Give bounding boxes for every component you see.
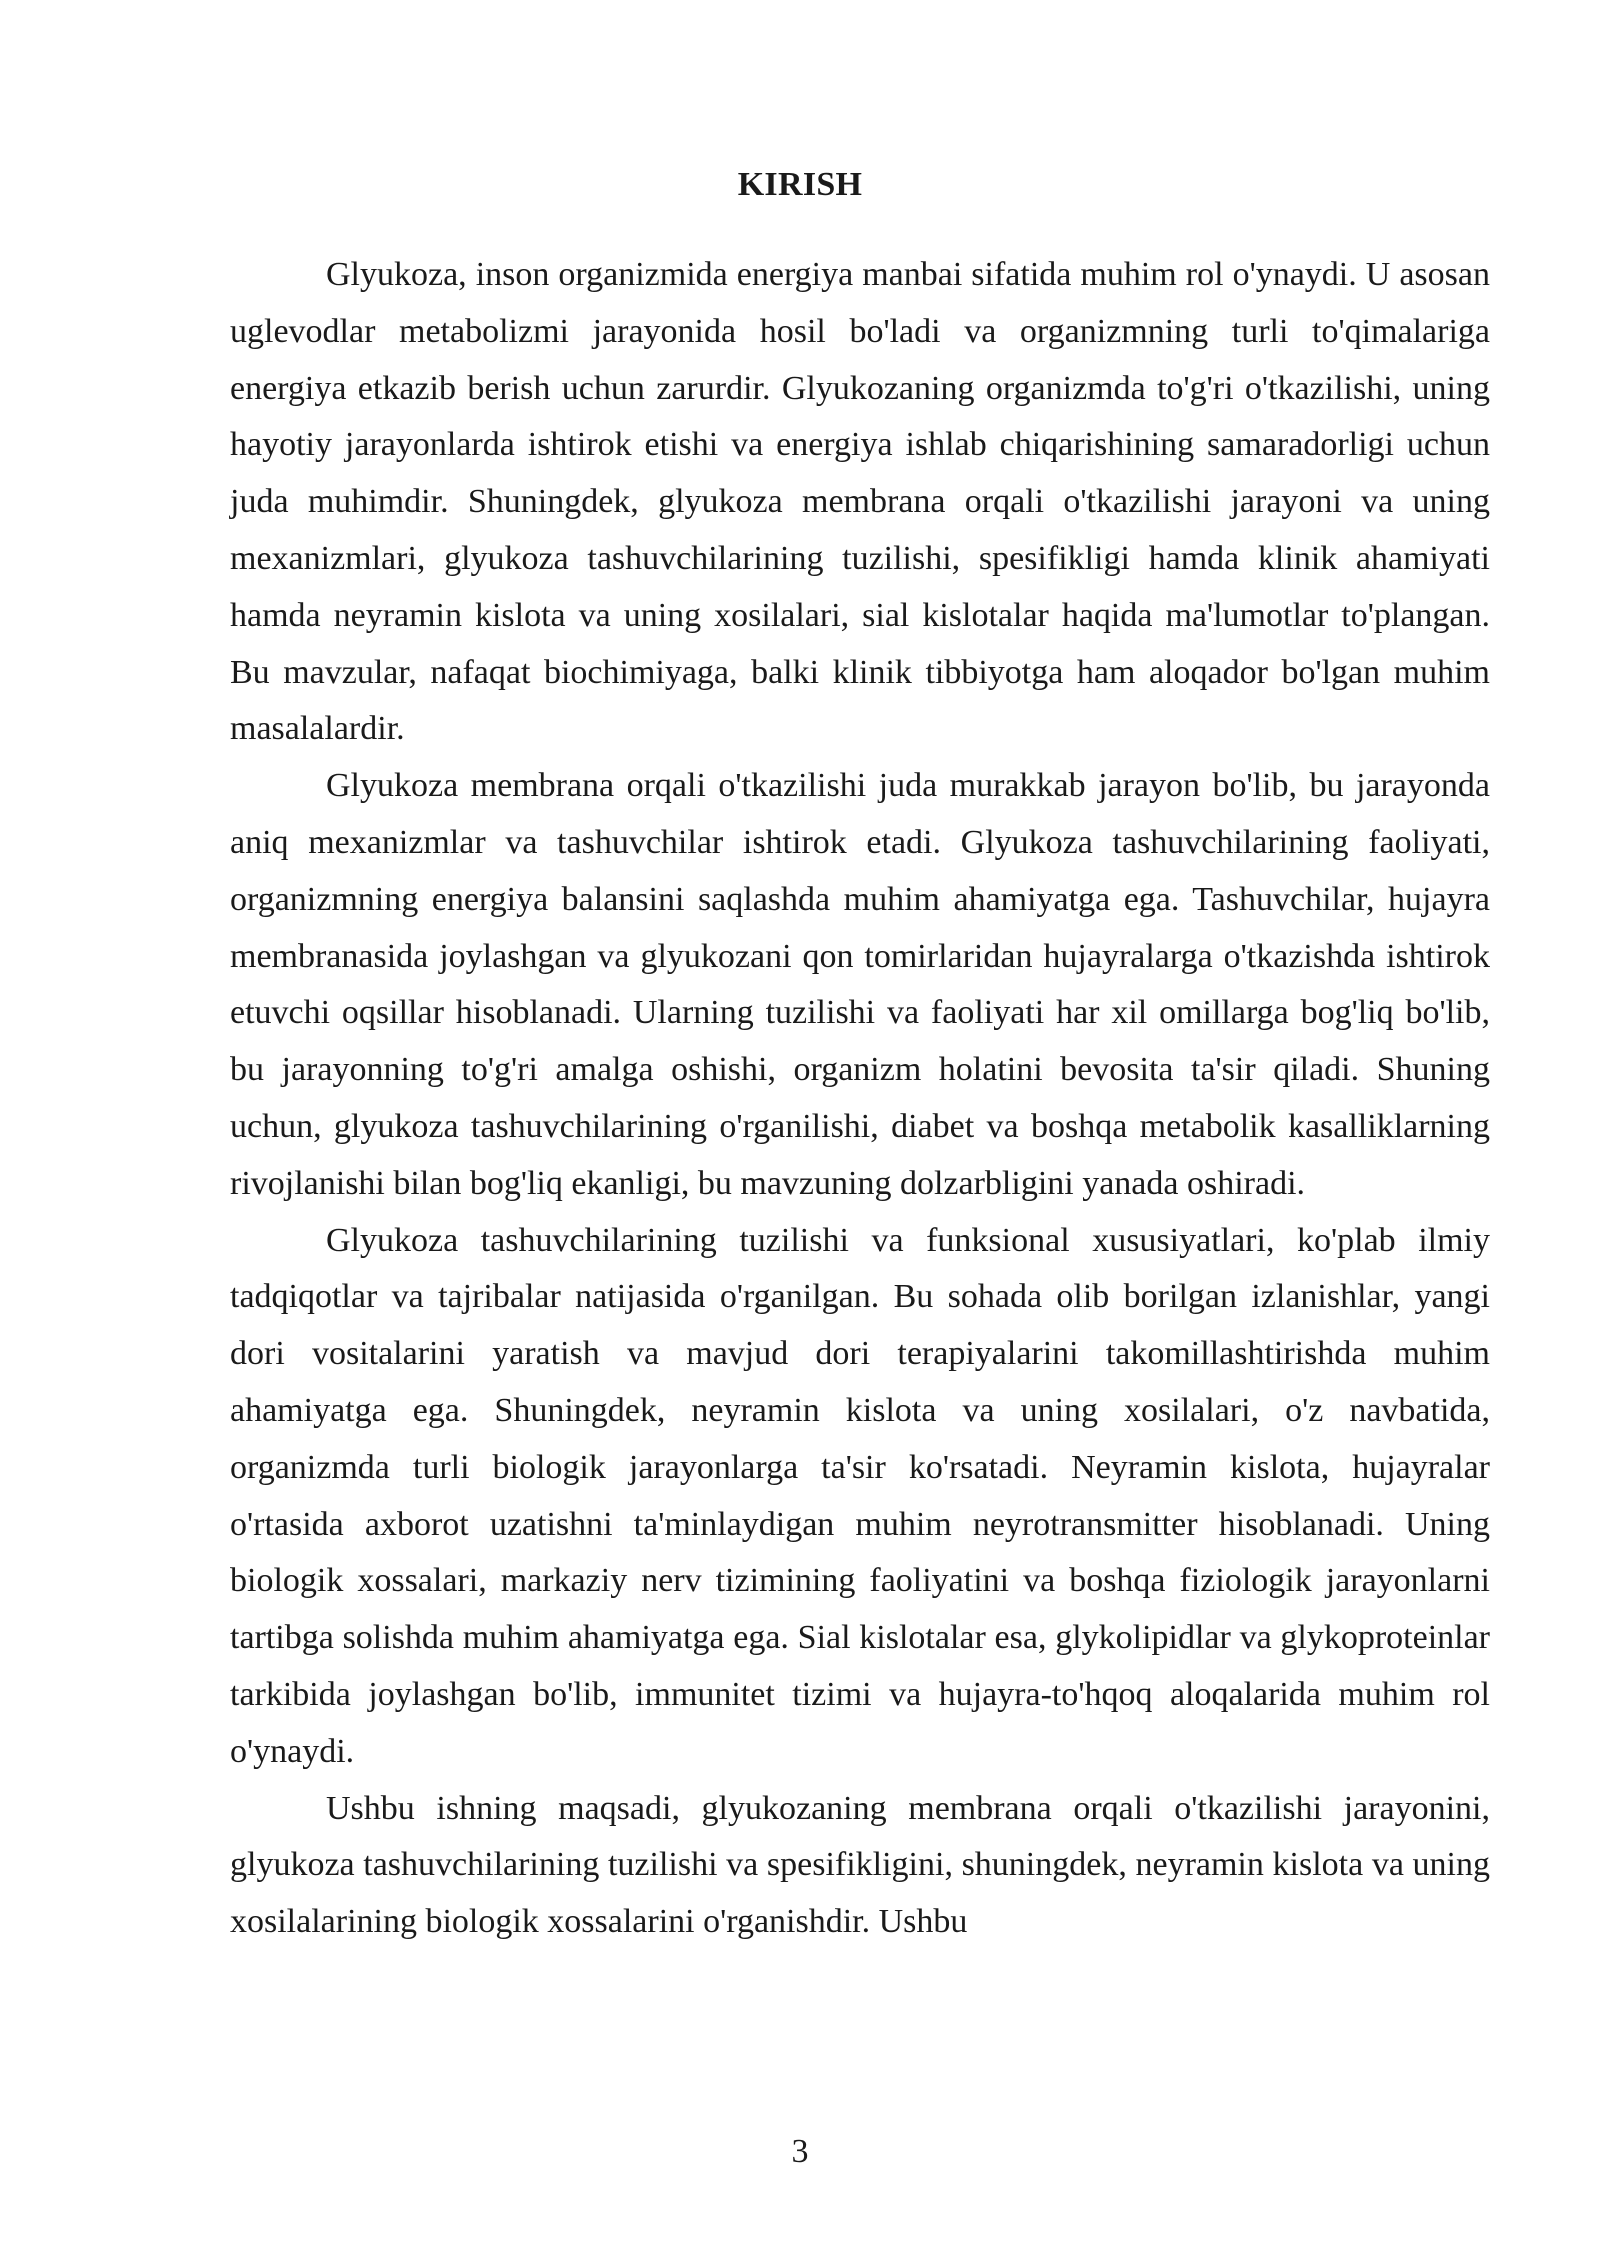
body-text: [230, 247, 1490, 1951]
paragraph-2: Glyukoza membrana orqali o'tkazilishi juda murakkab jarayon bo'lib, bu jarayonda aniq mexanizmlar va tashuvchilar ishtirok etadi. Glyukoza tashuvchilarining faoliyati, organizmning energiya balansini saqlashda muhim ahamiyatga ega. Tashuvchilar, hujayra membranasida joylashgan va glyukozani qon tomirlaridan hujayralarga o'tkazishda ishtirok etuvchi oqsillar hisoblanadi. Ularning tuzilishi va faoliyati har xil omillarga bog'liq bo'lib, bu jarayonning to'g'ri amalga oshishi, organizm holatini bevosita ta'sir qiladi. Shuning uchun, glyukoza tashuvchilarining o'rganilishi, diabet va boshqa metabolik kasalliklarning rivojlanishi bilan bog'liq ekanligi, bu mavzuning dolzarbligini yanada oshiradi.: [230, 767, 1490, 1202]
paragraph-4: Ushbu ishning maqsadi, glyukozaning membrana orqali o'tkazilishi jarayonini, glyukoza tashuvchilarining tuzilishi va spesifikligini, shuningdek, neyramin kislota va uning xosilalarining biologik xossalarini o'rganishdir. Ushbu: [230, 1789, 1490, 1941]
page-title: KIRISH: [737, 166, 863, 203]
paragraph-1: Glyukoza, inson organizmida energiya manbai sifatida muhim rol o'ynaydi. U asosan uglevodlar metabolizmi jarayonida hosil bo'ladi va organizmning turli to'qimalariga energiya etkazib berish uchun zarurdir. Glyukozaning organizmda to'g'ri o'tkazilishi, uning hayotiy jarayonlarda ishtirok etishi va energiya ishlab chiqarishining samaradorligi uchun juda muhimdir. Shuningdek, glyukoza membrana orqali o'tkazilishi jarayoni va uning mexanizmlari, glyukoza tashuvchilarining tuzilishi, spesifikligi hamda klinik ahamiyati hamda neyramin kislota va uning xosilalari, sial kislotalar haqida ma'lumotlar to'plangan. Bu mavzular, nafaqat biochimiyaga, balki klinik tibbiyotga ham aloqador bo'lgan muhim masalalardir.: [230, 256, 1490, 748]
page-number: 3: [791, 2133, 809, 2170]
paragraph-3: Glyukoza tashuvchilarining tuzilishi va funksional xususiyatlari, ko'plab ilmiy tadqiqotlar va tajribalar natijasida o'rganilgan. Bu sohada olib borilgan izlanishlar, yangi dori vositalarini yaratish va mavjud dori terapiyalarini takomillashtirishda muhim ahamiyatga ega. Shuningdek, neyramin kislota va uning xosilalari, o'z navbatida, organizmda turli biologik jarayonlarga ta'sir ko'rsatadi. Neyramin kislota, hujayralar o'rtasida axborot uzatishni ta'minlaydigan muhim neyrotransmitter hisoblanadi. Uning biologik xossalari, markaziy nerv tizimining faoliyatini va boshqa fiziologik jarayonlarni tartibga solishda muhim ahamiyatga ega. Sial kislotalar esa, glykolipidlar va glykoproteinlar tarkibida joylashgan bo'lib, immunitet tizimi va hujayra-to'hqoq aloqalarida muhim rol o'ynaydi.: [230, 1221, 1490, 1770]
